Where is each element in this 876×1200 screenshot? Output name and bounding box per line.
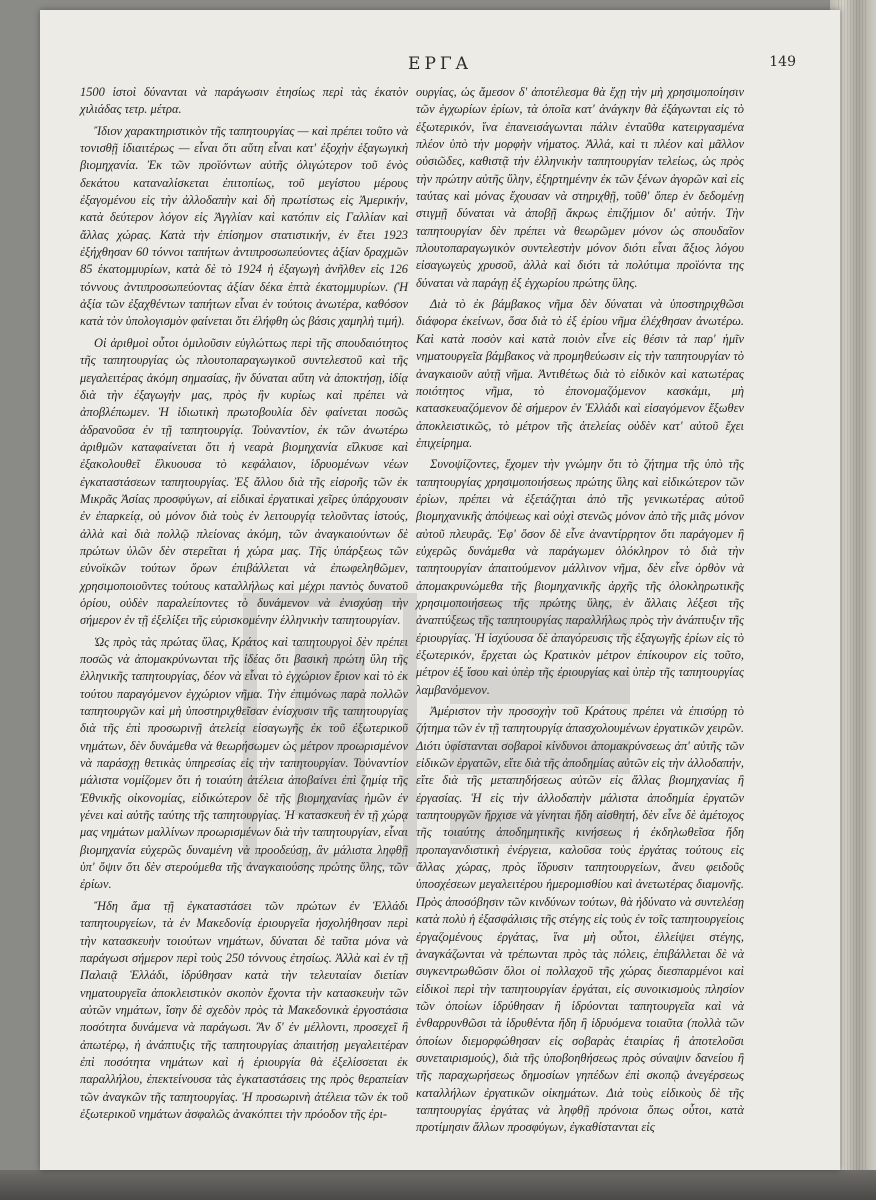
- scan-bottom-edge: [0, 1170, 876, 1200]
- paragraph: Ἤδη ἅμα τῇ ἐγκαταστάσει τῶν πρώτων ἐν Ἑλλάδι ταπητουργείων, τὰ ἐν Μακεδονίᾳ ἐριουργεῖα ἠσχολήθησαν περὶ τὴν κατασκευὴν τοιούτων νημάτων, δύναται δὲ ταῦτα μόνα νὰ παράγωσι σήμερον περὶ τοὺς 250 τόννους ἐτησίως. Ἀλλὰ καὶ ἐν τῇ Παλαιᾷ Ἑλλάδι, ἱδρύθησαν κατὰ τὴν τελευταίαν διετίαν νηματουργεῖα ἀποκλειστικὸν σκοπὸν ἔχοντα τὴν κατασκευὴν τῶν αὐτῶν νημάτων, ἴσην δὲ σχεδὸν πρὸς τὰ Μακεδονικὰ ἐργοστάσια ποσότητα δυνάμενα νὰ παράγωσι. Ἂν δ' ἐν μέλλοντι, προσεχεῖ ἢ ἀπωτέρῳ, ἡ ἀνάπτυξις τῆς ταπητουργίας ἀπαιτήσῃ μεγαλειτέραν ἐπὶ ποσότητα νημάτων καὶ ἡ ἐριουργία θὰ ἐξελίσσεται ἐκ παραλλήλου, ἐπεκτείνουσα τὰς ἐγκαταστάσεις της πρὸς θεραπείαν τῶν ἀναγκῶν τῆς ταπητουργίας. Ἡ προσωρινὴ ἀτέλεια τῶν ἐκ τοῦ ἐξωτερικοῦ νημάτων ἀσφαλῶς ἀνακόπτει τὴν πρόοδον τῆς ἐρι-: [80, 898, 408, 1121]
- paragraph: Ἴδιον χαρακτηριστικὸν τῆς ταπητουργίας — καὶ πρέπει τοῦτο νὰ τονισθῇ ἰδιαιτέρως — εἶναι ὅτι αὕτη εἶναι κατ' ἐξοχὴν ἐξαγωγικὴ βιομηχανία. Ἐκ τῶν προϊόντων αὐτῆς ὀλιγώτερον τοῦ ἑνὸς δεκάτου καταναλίσκεται ἐπιτοπίως, τοῦ μεγίστου μέρους ἐξαγομένου εἰς τὴν ἀλλοδαπὴν καὶ δὴ πρωτίστως εἰς Ἀμερικήν, κατὰ δεύτερον λόγον εἰς Ἀγγλίαν καὶ κατόπιν εἰς Γαλλίαν καὶ ἄλλας χώρας. Κατὰ τὴν ἐπίσημον στατιστικήν, ἐν ἔτει 1923 ἐξήχθησαν 60 τόννοι ταπήτων ἀντιπροσωπεύοντες ἀξίαν δραχμῶν 85 ἑκατομμυρίων, κατὰ δὲ τὸ 1924 ἡ ἐξαγωγὴ ἀνῆλθεν εἰς 126 τόννους ἀντιπροσωπεύοντας ἀξίαν δέκα ἑπτὰ ἑκατομμυρίων. (Ἡ ἀξία τῶν ἐξαχθέντων ταπήτων εἶναι ἐν τούτοις ἀνωτέρα, καθόσον κατὰ τὸν ὑπολογισμὸν φαίνεται ὅτι ἐλήφθη ὡς βάσις χαμηλὴ τιμή).: [80, 123, 408, 329]
- paragraph: ουργίας, ὡς ἄμεσον δ' ἀποτέλεσμα θὰ ἔχῃ τὴν μὴ χρησιμοποίησιν τῶν ἐγχωρίων ἐρίων, τὰ ὁποῖα κατ' ἀνάγκην θὰ ἐξάγωνται εἰς τὸ ἐξωτερικόν, ἵνα ἐπανεισάγωνται πάλιν ἐνταῦθα κατειργασμένα πλέον ὑπὸ τὴν μορφὴν νήματος. Ἀλλά, καὶ τι πλέον καὶ μᾶλλον οὐσιῶδες, καθιστᾷ τὴν ἑλληνικὴν ταπητουργίαν τελείως, ὡς πρὸς τὴν πρώτην αὐτῆς ὕλην, ἐξηρτημένην ἐκ τῶν ξένων ἀγορῶν καὶ εἰς ταύτας καὶ μόνας ἔχουσαν νὰ στηριχθῇ, τοῦθ' ὅπερ ἐν δεδομένῃ στιγμῇ δύναται νὰ ἀποβῇ ἄκρως ἐπιζήμιον δι' αὐτήν. Τὴν ταπητουργίαν δὲν πρέπει νὰ θεωρῶμεν μόνον ὡς σπουδαῖον πλουτοπαραγωγικὸν συντελεστὴν μόνον διότι εἶναι ἄξιος λόγου εἰσαγωγεὺς χρυσοῦ, ἀλλὰ καὶ διότι τὰ πολύτιμα προϊόντα της δύναται νὰ παράγῃ ἐξ ἐγχωρίου πρώτης ὕλης.: [416, 85, 744, 290]
- paragraph: Οἱ ἀριθμοὶ οὗτοι ὁμιλοῦσιν εὐγλώττως περὶ τῆς σπουδαιότητος τῆς ταπητουργίας ὡς πλουτοπαραγωγικοῦ συντελεστοῦ καὶ τῆς μεγαλειτέρας ἀκόμη σημασίας, ἣν δύναται αὕτη νὰ ἀποκτήσῃ, ἰδίᾳ διὰ τὴν ἐξαγωγὴν μας, πρὸς ἣν κυρίως καὶ πρέπει νὰ ἀποβλέπωμεν. Ἡ ἰδιωτικὴ πρωτοβουλία δὲν φαίνεται ποσῶς ἀδρανοῦσα ἐν τῇ ταπητουργίᾳ. Τοὐναντίον, ἐκ τῶν ἀνωτέρω ἀριθμῶν καταφαίνεται ὅτι ἡ νεαρὰ βιομηχανία εἵλκυσε καὶ ἐξακολουθεῖ ἕλκυουσα τὸ κεφάλαιον, ἱδρυομένων νέων ἐγκαταστάσεων ταπητουργίας. Ἐξ ἄλλου διὰ τῆς εἰσροῆς τῶν ἐκ Μικρᾶς Ἀσίας προσφύγων, αἱ εἰδικαὶ ἐργατικαὶ χεῖρες ὑπάρχουσιν ἐν ἐπαρκείᾳ, οὐ μόνον διὰ τοὺς ἐν λειτουργίᾳ τελοῦντας ἱστούς, ἀλλὰ καὶ διὰ πολλῷ πλείονας ἀκόμη, τῶν ἀναγκαιούντων δὲ πρώτων ὑλῶν δὲν στερεῖται ἡ χώρα μας. Τῆς ὑπάρξεως τῶν εὐνοϊκῶν τούτων ὅρων ἐπιβάλλεται νὰ ἐπωφεληθῶμεν, χρησιμοποιοῦντες τούτους καταλλήλως καὶ μέχρι παντὸς δυνατοῦ ὁρίου, οὐδὲν παραλείποντες τὸ δυνάμενον νὰ ἐνισχύσῃ τὴν σήμερον ἐν τῇ ἐξελίξει τῆς εὐρισκομένην ἑλληνικὴν ταπητουργίαν.: [80, 335, 408, 628]
- paragraph: Συνοψίζοντες, ἔχομεν τὴν γνώμην ὅτι τὸ ζήτημα τῆς ὑπὸ τῆς ταπητουργίας χρησιμοποιήσεως πρώτης ὕλης καὶ εἰδικώτερον τῶν ἐρίων, πρέπει νὰ ἐξετάζηται ἀπὸ τῆς γενικωτέρας αὐτοῦ βιομηχανικῆς ἀπόψεως καὶ οὐχὶ στενῶς μόνον ἀπὸ τῆς μιᾶς μόνον αὐτοῦ πλευρᾶς. Ἐφ' ὅσον δὲ εἶνε ἀναντίρρητον ὅτι παράγομεν ἢ εὐχερῶς δυνάμεθα νὰ παράγωμεν ὁλόκληρον τὸ διὰ τὴν ταπητουργίαν ἀπαιτούμενον μάλλινον νῆμα, δὲν εἶνε ὀρθὸν νὰ ἀπομακρυνώμεθα τῆς βιομηχανικῆς ἀρχῆς τῆς ὁλοκληρωτικῆς χρησιμοποιήσεως τῆς πρώτης ὕλης, ἐν ἄλλαις λέξεσι τῆς ἀναπτύξεως τῆς ταπητουργίας παραλλήλως πρὸς τὴν ἀνάπτυξιν τῆς ἐριουργίας. Ἡ ἰσχύουσα δὲ ἀπαγόρευσις τῆς ἐξαγωγῆς ἐρίων εἰς τὸ ἐξωτερικόν, ἔρχεται ὡς Κρατικὸν μέτρον ἐπίκουρον εἰς τοῦτο, μέτρον ἐξ ἴσου καὶ ὑπὲρ τῆς ἐριουργίας καὶ ὑπὲρ τῆς ταπητουργίας λαμβανόμενον.: [416, 457, 744, 697]
- left-column: [80, 84, 408, 1123]
- paragraph: Ὡς πρὸς τὰς πρώτας ὕλας, Κράτος καὶ ταπητουργοὶ δὲν πρέπει ποσῶς νὰ ἀπομακρύνωνται τῆς ἰδέας ὅτι βασικὴ πρώτη ὕλη τῆς ἑλληνικῆς ταπητουργίας, δέον νὰ εἶναι τὸ ἐγχώριον ἔριον καὶ τὸ ἐκ τούτου παραγόμενον ἐγχώριον νῆμα. Τὴν ἐπιμόνως παρὰ πολλῶν ταπητουργῶν καὶ μὴ ὑποστηριχθεῖσαν ἐνίσχυσιν τῆς ταπητουργίας διὰ τῆς ἐπὶ προσωρινῇ ἀτελείᾳ εἰσαγωγῆς ἐκ τοῦ ἐξωτερικοῦ νημάτων, δὲν δυνάμεθα νὰ θεωρήσωμεν ὡς μέτρον προωρισμένον νὰ παράσχῃ θετικὰς ὑπηρεσίας εἰς τὴν ταπητουργίαν. Τοὐναντίον μάλιστα νομίζομεν ὅτι ἡ τοιαύτη ἀτέλεια ἀποβαίνει ἐπὶ ζημίᾳ τῆς Ἐθνικῆς οἰκονομίας, εἰδικώτερον δὲ τῆς βιομηχανίας ἡμῶν ἐν γένει καὶ αὐτῆς ταύτης τῆς ταπητουργίας. Ἡ κατασκευὴ ἐν τῇ χώρᾳ μας νημάτων μαλλίνων προωρισμένων διὰ τὴν ταπητουργίαν, εἶναι βιομηχανία εὐχερῶς δυναμένη νὰ προοδεύσῃ, ἂν μάλιστα ληφθῇ ὑπ' ὄψιν ὅτι δὲν στερούμεθα τῆς ἀναγκαιούσης πρώτης ὕλης, τῶν ἐρίων.: [80, 634, 408, 892]
- paragraph: Ἀμέριστον τὴν προσοχὴν τοῦ Κράτους πρέπει νὰ ἐπισύρῃ τὸ ζήτημα τῶν ἐν τῇ ταπητουργίᾳ ἀπασχολουμένων ἐργατικῶν χειρῶν. Διότι ὑφίστανται σοβαροὶ κίνδυνοι ἀπομακρύνσεως ἀπ' αὐτῆς τῶν εἰδικῶν ἐργατῶν, εἴτε διὰ τῆς ἀποδημίας αὐτῶν εἰς τὴν ἀλλοδαπήν, εἴτε διὰ τῆς μεταπηδήσεως αὐτῶν εἰς ἄλλας βιομηχανίας ἢ ἐργασίας. Ἡ εἰς τὴν ἀλλοδαπὴν μάλιστα ἀποδημία ἐργατῶν ταπητουργῶν ἤρχισε νὰ γίνηται ἤδη αἰσθητή, δὲν εἶνε δὲ ἀμέτοχος τῆς τοιαύτης ἀποδημητικῆς κινήσεως ἡ ἐκδηλωθεῖσα ἤδη προπαγανδιστικὴ ἐνέργεια, καλοῦσα τοὺς ἐργάτας τούτους εἰς ἄλλας χώρας, πρὸς ἵδρυσιν ταπητουργείων, ἄνευ φειδοῦς ὑποσχέσεων μεγαλειτέρου ἡμερομισθίου καὶ ἀνετωτέρας διαμονῆς. Πρὸς ἀποσόβησιν τῶν κινδύνων τούτων, θὰ ἠδύνατο νὰ συντελέσῃ κατὰ πολὺ ἡ ἐξασφάλισις τῆς στέγης εἰς τοὺς ἐν τοῖς ταπητουργείοις ἐργαζομένους ἐργάτας, ἵνα μὴ οὗτοι, ἐλλείψει στέγης, ἀναγκάζωνται νὰ τρέπωνται πρὸς τὰς πόλεις, ἐπιβάλλεται δὲ νὰ συγκεντρωθῶσιν ὅλοι οἱ πολλαχοῦ τῆς χώρας διεσπαρμένοι καὶ εἰδικοὶ περὶ τὴν ταπητουργίαν ἐργάται, εἰς συνοικισμοὺς πλησίον τῶν ὁποίων ἱδρύθησαν ἢ ἱδρύονται ταπητουργεῖα καὶ νὰ ἐνθαρρυνθῶσι τὰ ἱδρυθέντα ἤδη ἢ ἱδρυόμενα τοιαῦτα (πολλὰ τῶν ὁποίων διεμορφώθησαν εἰς σοβαρὰς ἑταιρίας ἢ ἀποτελοῦσι συνεταιρισμούς), διὰ τῆς ὑποβοηθήσεως πρὸς σύναψιν δανείου ἢ τῆς παραχωρήσεως δημοσίων γηπέδων ἐπὶ σκοπῷ ἀνεγέρσεως καταλλήλων ἐργατικῶν οἰκημάτων. Διὰ τοὺς εἰδικοὺς δὲ τῆς ταπητουργίας ἐργάτας νὰ ληφθῇ πρόνοια ὅπως οὗτοι, κατὰ προτίμησιν ἄλλων προσφύγων, ἐγκαθίστανται εἰς: [416, 704, 744, 1135]
- right-column: [416, 84, 744, 1137]
- paragraph: Διὰ τὸ ἐκ βάμβακος νῆμα δὲν δύναται νὰ ὑποστηριχθῶσι διάφορα ἐκείνων, ὅσα διὰ τὸ ἐξ ἐρίου νῆμα ἐλέχθησαν ἀνωτέρω. Καὶ κατὰ ποσὸν καὶ κατὰ ποιὸν εἶνε εἰς θέσιν τὰ παρ' ἡμῖν νηματουργεῖα βάμβακος νὰ προμηθεύωσιν εἰς τὴν ταπητουργίαν τὸ ἀναγκαιοῦν αὐτῇ νῆμα. Ἀντιθέτως διὰ τὸ εἰδικὸν καὶ κατωτέρας ποιότητος νῆμα, τὸ ἐπονομαζόμενον κασκάμι, μὴ κατασκευαζόμενον δὲ σήμερον ἐν Ἑλλάδι καὶ εἰσαγόμενον ἔξωθεν ἀποκλειστικῶς, τὸ μέτρον τῆς ἀτελείας οὐδὲν κατ' αὐτοῦ ἔχει ἐπιχείρημα.: [416, 297, 744, 450]
- page-number: 149: [769, 54, 796, 70]
- running-head-title: ΕΡΓΑ: [408, 54, 472, 74]
- book-page: [40, 10, 840, 1170]
- paragraph: 1500 ἱστοὶ δύνανται νὰ παράγωσιν ἐτησίως περὶ τὰς ἑκατὸν χιλιάδας τετρ. μέτρα.: [80, 85, 408, 117]
